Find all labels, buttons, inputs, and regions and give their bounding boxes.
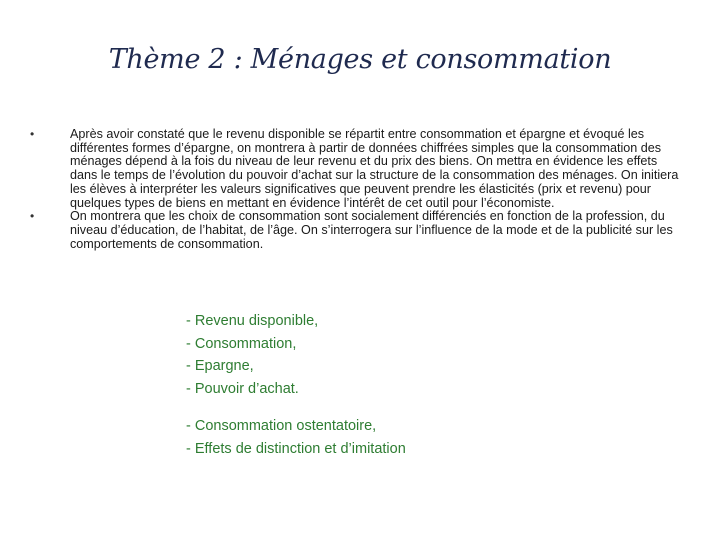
notions-list-2 [186, 415, 406, 460]
bullet-list [30, 128, 686, 251]
notion-item: - Pouvoir d’achat. [186, 380, 299, 397]
notion-item: - Consommation ostentatoire, [186, 418, 377, 434]
bullet-item-1 [30, 128, 686, 210]
notions-list-1 [186, 310, 318, 400]
notion-item: - Epargne, [186, 358, 254, 374]
bullet-marker: • [30, 127, 35, 141]
bullet-text: Après avoir constaté que le revenu disponible se répartit entre consommation et épargne et évoqué les différentes formes d’épargne, on montrera à partir de données chiffrées simples que la consommation des ménages dépend à la fois du niveau de leur revenu et du prix des biens. On mettra en évidence les effets dans le temps de l’évolution du pouvoir d’achat sur la structure de la consommation des ménages. On initiera les élèves à interpréter les valeurs significatives que peuvent prendre les élasticités (prix et revenu) pour quelques types de biens en mettant en évidence l’intérêt de cet outil pour l’économiste. [70, 127, 679, 210]
bullet-marker: • [30, 209, 35, 224]
notion-item: - Consommation, [186, 335, 297, 352]
bullet-text: On montrera que les choix de consommation sont socialement différenciés en fonction de la profession, du niveau d’éducation, de l’habitat, de l’âge. On s’interrogera sur l’influence de la mode et de la publicité sur les comportements de consommation. [70, 209, 673, 251]
slide-title: Thème 2 : Ménages et consommation [108, 44, 612, 75]
notion-item: - Revenu disponible, [186, 313, 319, 329]
bullet-item-2 [30, 210, 686, 251]
notion-item: - Effets de distinction et d’imitation [186, 440, 406, 457]
